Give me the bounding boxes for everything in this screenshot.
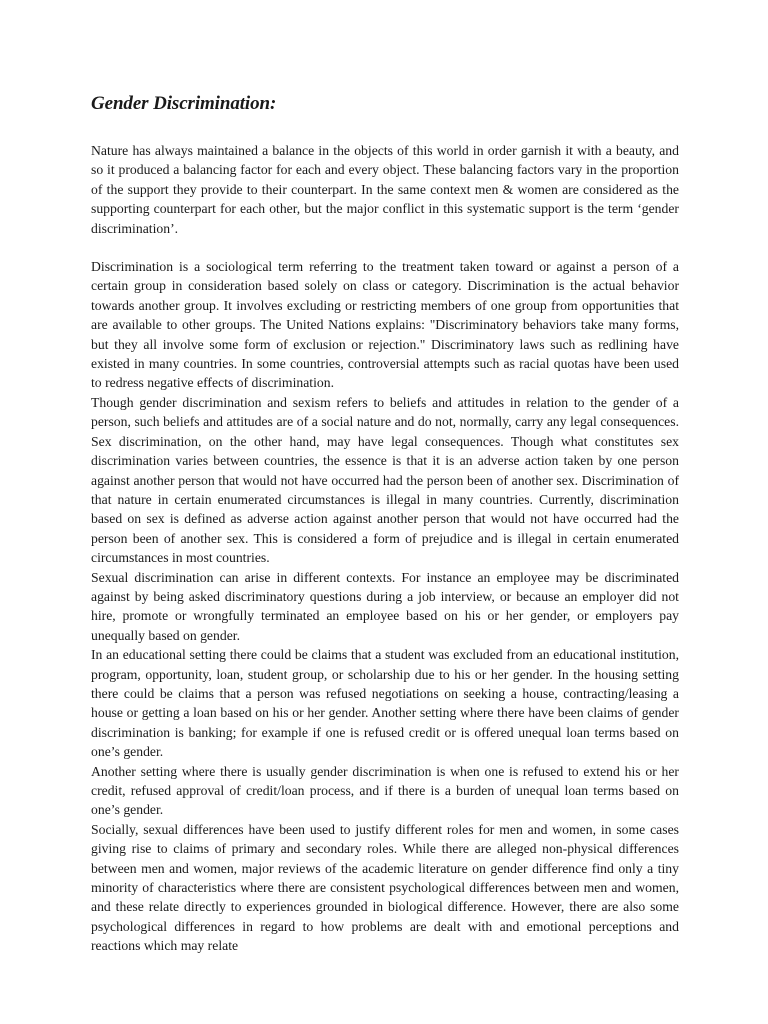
- paragraph-sex-discrimination: Though gender discrimination and sexism refers to beliefs and attitudes in relation to the gender of a person, such beliefs and attitudes are of a social nature and do not, normally, carry any legal consequences. Sex discrimination, on the other hand, may have legal consequences. Though what constitutes sex discrimination varies between countries, the essence is that it is an adverse action taken by one person against another person that would not have occurred had the person been of another sex. Discrimination of that nature in certain enumerated circumstances is illegal in many countries. Currently, discrimination based on sex is defined as adverse action against another person that would not have occurred had the person been of another sex. This is considered a form of prejudice and is illegal in certain enumerated circumstances in most countries.: [91, 394, 679, 566]
- paragraph-nature-balance: Nature has always maintained a balance in the objects of this world in order garnish it with a beauty, and so it produced a balancing factor for each and every object. These balancing factors vary in the proportion of the support they provide to their counterpart. In the same context men & women are considered as the supporting counterpart for each other, but the major conflict in this systematic support is the term ‘gender discrimination’.: [91, 143, 679, 236]
- paragraph-education-housing: In an educational setting there could be claims that a student was excluded from an educational institution, program, opportunity, loan, student group, or scholarship due to his or her gender. In the housing setting there could be claims that a person was refused negotiations on seeking a house, contracting/leasing a house or getting a loan based on his or her gender. Another setting where there have been claims of gender discrimination is banking; for example if one is refused credit or is offered unequal loan terms based on one’s gender.: [91, 647, 679, 760]
- document-body: [91, 92, 679, 956]
- paragraph-social-roles: Socially, sexual differences have been used to justify different roles for men and women, in some cases giving rise to claims of primary and secondary roles. While there are alleged non-physical differences between men and women, major reviews of the academic literature on gender difference find only a tiny minority of characteristics where there are consistent psychological differences between men and women, and these relate directly to experiences grounded in biological difference. However, there are also some psychological differences in regard to how problems are dealt with and emotional perceptions and reactions which may relate: [91, 821, 679, 954]
- paragraph-credit: Another setting where there is usually gender discrimination is when one is refused to extend his or her credit, refused approval of credit/loan process, and if there is a burden of unequal loan terms based on one’s gender.: [91, 763, 679, 818]
- paragraph-employment-context: Sexual discrimination can arise in different contexts. For instance an employee may be discriminated against by being asked discriminatory questions during a job interview, or because an employer did not hire, promote or wrongfully terminated an employee based on his or her gender, or employers pay unequally based on gender.: [91, 569, 679, 643]
- document-title: Gender Discrimination:: [91, 93, 277, 114]
- paragraph-discrimination-definition: Discrimination is a sociological term referring to the treatment taken toward or against a person of a certain group in consideration based solely on class or category. Discrimination is the actual behavior towards another group. It involves excluding or restricting members of one group from opportunities that are available to other groups. The United Nations explains: "Discriminatory behaviors take many forms, but they all involve some form of exclusion or rejection." Discriminatory laws such as redlining have existed in many countries. In some countries, controversial attempts such as racial quotas have been used to redress negative effects of discrimination.: [91, 259, 679, 391]
